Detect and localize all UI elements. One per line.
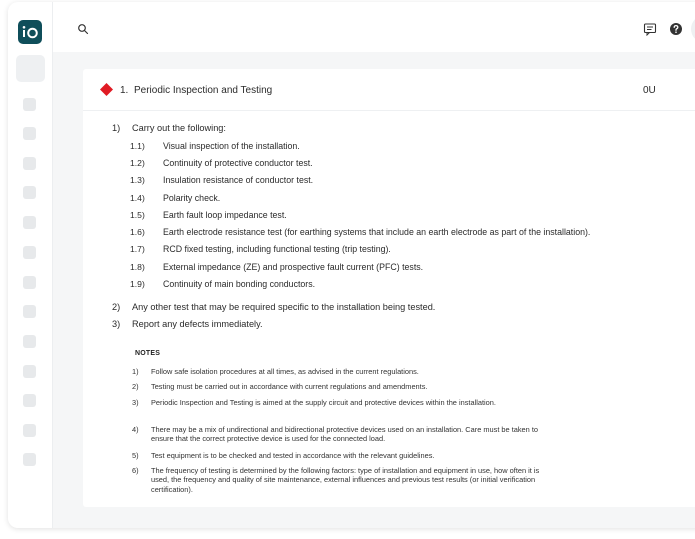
- sub-instruction-number: 1.1): [130, 141, 145, 151]
- sub-instruction-number: 1.4): [130, 193, 145, 203]
- note-number: 1): [132, 367, 139, 376]
- sidebar-item-7[interactable]: [23, 276, 36, 289]
- search-icon[interactable]: [77, 23, 89, 35]
- note-text: Testing must be carried out in accordance with current regulations and amendments.: [151, 382, 428, 391]
- sidebar: [8, 2, 53, 528]
- sidebar-item-10[interactable]: [23, 365, 36, 378]
- sidebar-item-active[interactable]: [16, 55, 45, 82]
- sub-instruction-text: Continuity of main bonding conductors.: [163, 279, 316, 289]
- instruction-number: 2): [112, 302, 121, 312]
- note-text: There may be a mix of undirectional and bidirectional protective devices used on an installation. Care must be taken to ensure that the correct protective device is used for the connected load.: [151, 425, 538, 444]
- sub-instruction-text: External impedance (ZE) and prospective fault current (PFC) tests.: [163, 262, 424, 272]
- instruction-text: Carry out the following:: [132, 123, 226, 133]
- sidebar-item-6[interactable]: [23, 246, 36, 259]
- sidebar-item-12[interactable]: [23, 424, 36, 437]
- section-number: 1.: [120, 85, 129, 96]
- app-window: [8, 2, 695, 528]
- sub-instruction-number: 1.7): [130, 244, 145, 254]
- note-text: Periodic Inspection and Testing is aimed at the supply circuit and protective devices within the installation.: [151, 398, 496, 407]
- sub-instruction-text: Earth fault loop impedance test.: [163, 210, 287, 220]
- sub-instruction-number: 1.6): [130, 227, 145, 237]
- note-number: 5): [132, 451, 139, 460]
- note-number: 4): [132, 425, 139, 434]
- note-number: 2): [132, 382, 139, 391]
- note-number: 6): [132, 466, 139, 475]
- sub-instruction-number: 1.2): [130, 158, 145, 168]
- instruction-text: Any other test that may be required specific to the installation being tested.: [132, 302, 436, 312]
- section-header[interactable]: [83, 69, 695, 111]
- section-code: 0U: [643, 85, 656, 96]
- sidebar-item-2[interactable]: [23, 127, 36, 140]
- sub-instruction-text: Polarity check.: [163, 193, 221, 203]
- sub-instruction-number: 1.8): [130, 262, 145, 272]
- note-text: The frequency of testing is determined by the following factors: type of installation and equipment in use, how often it is used, the frequency and quality of site maintenance, external influences and previous test results (or initial verification certification).: [151, 466, 540, 494]
- notes-title: NOTES: [135, 350, 161, 357]
- sub-instruction-text: Continuity of protective conductor test.: [163, 158, 313, 168]
- section-card: [83, 69, 695, 507]
- sidebar-item-3[interactable]: [23, 157, 36, 170]
- sidebar-item-11[interactable]: [23, 394, 36, 407]
- io-logo-icon[interactable]: [18, 20, 42, 44]
- note-text: Follow safe isolation procedures at all times, as advised in the current regulations.: [151, 367, 419, 376]
- sub-instruction-number: 1.5): [130, 210, 145, 220]
- top-bar: [53, 2, 695, 52]
- sub-instruction-text: Earth electrode resistance test (for earthing systems that include an earth electrode as part of the installation).: [163, 227, 591, 237]
- sub-instruction-number: 1.3): [130, 175, 145, 185]
- sub-instruction-text: Insulation resistance of conductor test.: [163, 175, 314, 185]
- instruction-number: 3): [112, 319, 121, 329]
- instruction-text: Report any defects immediately.: [132, 319, 263, 329]
- help-icon[interactable]: [669, 22, 683, 36]
- sidebar-item-4[interactable]: [23, 186, 36, 199]
- red-diamond-icon: [100, 83, 113, 96]
- note-text: Test equipment is to be checked and tested in accordance with the relevant guidelines.: [151, 451, 435, 460]
- sub-instruction-text: Visual inspection of the installation.: [163, 141, 300, 151]
- sidebar-item-1[interactable]: [23, 98, 36, 111]
- sidebar-item-13[interactable]: [23, 453, 36, 466]
- section-title: Periodic Inspection and Testing: [134, 85, 273, 96]
- sidebar-item-5[interactable]: [23, 216, 36, 229]
- sidebar-item-8[interactable]: [23, 305, 36, 318]
- message-icon[interactable]: [643, 22, 657, 36]
- avatar[interactable]: [691, 15, 695, 43]
- sub-instruction-text: RCD fixed testing, including functional testing (trip testing).: [163, 244, 391, 254]
- note-number: 3): [132, 398, 139, 407]
- instruction-number: 1): [112, 123, 121, 133]
- sub-instruction-number: 1.9): [130, 279, 145, 289]
- sidebar-item-9[interactable]: [23, 335, 36, 348]
